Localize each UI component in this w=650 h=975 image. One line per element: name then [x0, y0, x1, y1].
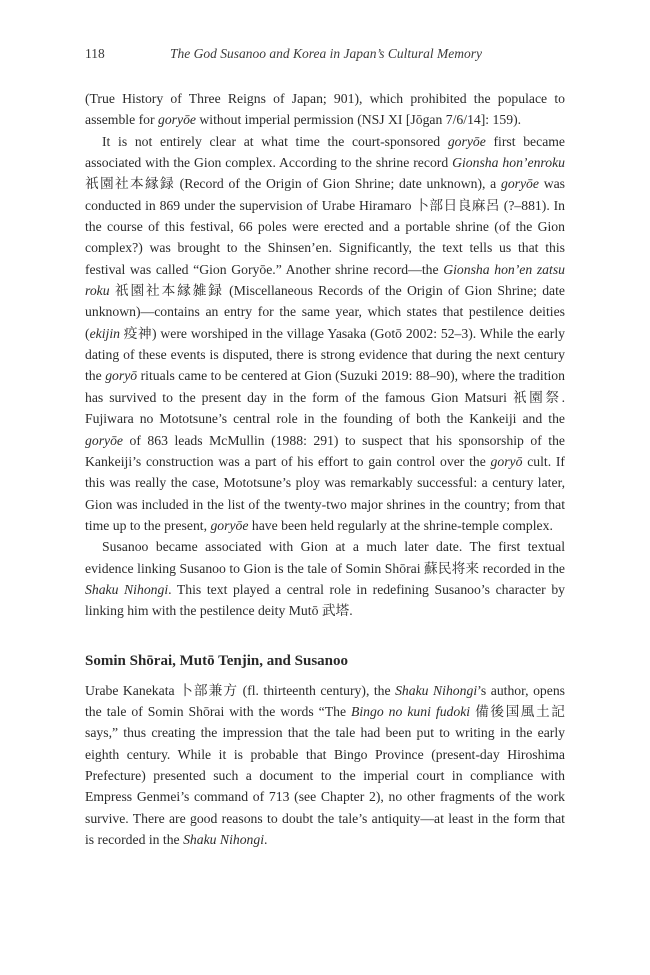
section-heading: Somin Shōrai, Mutō Tenjin, and Susanoo: [85, 652, 349, 669]
paragraph-continued: (True History of Three Reigns of Japan; 901), which prohibited the populace to assemble for goryōe without imperial permission (NSJ XI [Jōgan 7/6/14]: 159).: [85, 91, 565, 128]
page-header: [85, 44, 565, 64]
body-text: [85, 88, 565, 850]
running-title: The God Susanoo and Korea in Japan’s Cultural Memory: [170, 46, 482, 61]
page-number: 118: [85, 46, 105, 61]
paragraph-gion-goryoe: It is not entirely clear at what time the court-sponsored goryōe first became associated with the Gion complex. According to the shrine record Gionsha hon’enroku 祇園社本縁録 (Record of the Origin of Gion Shrine; date unknown), a goryōe was conducted in 869 under the supervision of Urabe Hiramaro 卜部日良麻呂 (?–881). In the course of this festival, 66 poles were erected and a portable shrine (of the Gion complex?) was brought to the Shinsen’en. Significantly, the text tells us that this festival was called “Gion Goryōe.” Another shrine record—the Gionsha hon’en zatsu roku 祇園社本縁雑録 (Miscellaneous Records of the Origin of Gion Shrine; date unknown)—contains an entry for the same year, which states that pestilence deities (ekijin 疫神) were worshiped in the village Yasaka (Gotō 2002: 52–3). While the early dating of these events is disputed, there is strong evidence that during the next century the goryō rituals came to be centered at Gion (Suzuki 2019: 88–90), where the tradition has survived to the present day in the form of the famous Gion Matsuri 祇園祭. Fujiwara no Mototsune’s central role in the founding of both the Kankeiji and the goryōe of 863 leads McMullin (1988: 291) to suspect that his sponsorship of the Kankeiji’s construction was a part of his effort to gain control over the goryō cult. If this was really the case, Mototsune’s ploy was remarkably successful: a century later, Gion was included in the list of the twenty-two major shrines in the country; from that time up to the present, goryōe have been held regularly at the shrine-temple complex.: [85, 133, 566, 533]
paragraph-somin-shorai: Urabe Kanekata 卜部兼方 (fl. thirteenth century), the Shaku Nihongi’s author, opens the tale of Somin Shōrai with the words “The Bingo no kuni fudoki 備後国風土記 says,” thus creating the impression that the tale had been put to writing in the early eighth century. While it is probable that Bingo Province (present-day Hiroshima Prefecture) presented such a document to the imperial court in compliance with Empress Genmei’s command of 713 (see Chapter 2), no other fragments of the work survive. There are good reasons to doubt the tale’s antiquity—at least in the form that is recorded in the Shaku Nihongi.: [85, 682, 566, 847]
paragraph-susanoo-gion: Susanoo became associated with Gion at a much later date. The first textual evidence linking Susanoo to Gion is the tale of Somin Shōrai 蘇民将来 recorded in the Shaku Nihongi. This text played a central role in redefining Susanoo’s character by linking him with the pestilence deity Mutō 武塔.: [85, 539, 566, 619]
